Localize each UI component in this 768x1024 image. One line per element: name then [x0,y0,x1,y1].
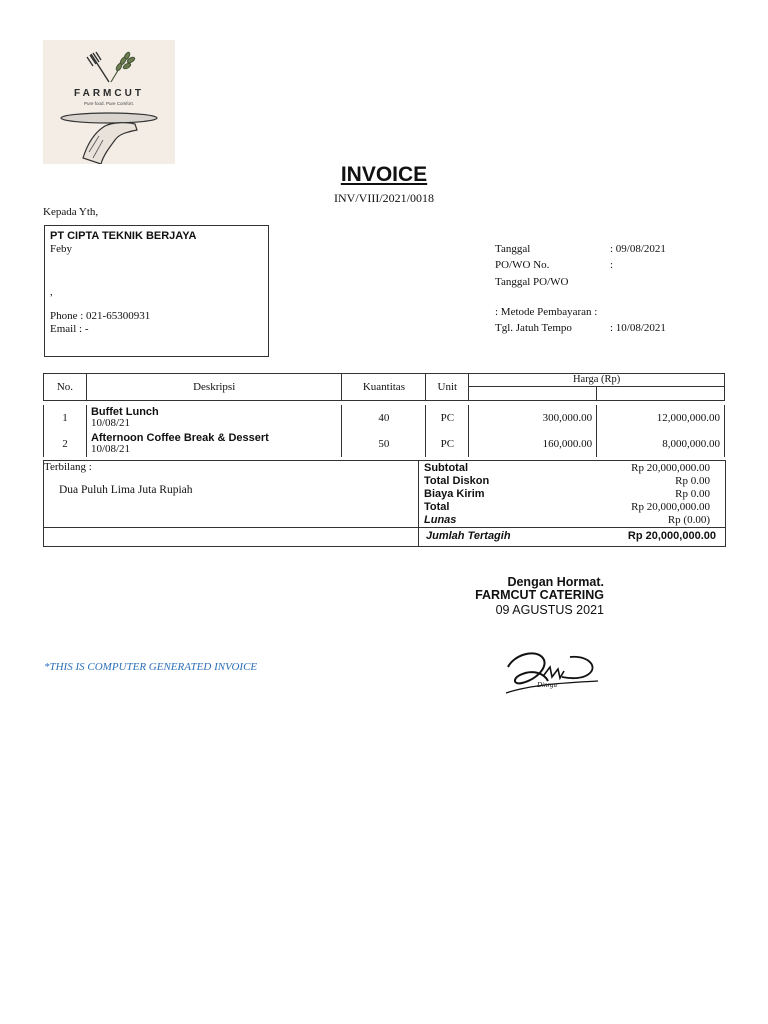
table-row [44,431,725,457]
amount-due-label: Jumlah Tertagih [426,530,511,542]
row-no: 2 [44,431,87,457]
company-logo [43,40,175,164]
signature [500,645,605,700]
col-header-no: No. [44,374,87,401]
shipping-label: Biaya Kirim [424,488,485,500]
table-row [44,405,725,431]
invoice-number: INV/VIII/2021/0018 [334,191,434,205]
col-header-unit: Unit [426,374,469,401]
customer-box [44,225,269,357]
terbilang-text: Dua Puluh Lima Juta Rupiah [59,484,193,496]
closing-greeting: Dengan Hormat. [507,575,604,589]
total-label: Total [424,501,450,513]
signature-text: Dinrgu [537,681,557,689]
total-value: Rp 20,000,000.00 [631,501,710,513]
customer-address: , [50,286,53,298]
row-qty: 40 [342,405,426,431]
summary-divider [418,460,419,546]
row-description [86,431,342,457]
closing-date: 09 AGUSTUS 2021 [495,603,604,617]
row-unit: PC [426,405,469,431]
col-header-qty: Kuantitas [342,374,426,401]
row-no: 1 [44,405,87,431]
items-table [43,373,725,457]
row-total: 8,000,000.00 [597,431,725,457]
meta-label-due-date: Tgl. Jatuh Tempo [495,322,572,334]
summary-box [43,460,726,547]
meta-value-due-date: : 10/08/2021 [610,322,666,334]
customer-email: Email : - [50,323,89,335]
item-date: 10/08/21 [90,442,131,455]
row-unit-price: 160,000.00 [469,431,597,457]
row-total: 12,000,000.00 [597,405,725,431]
shipping-value: Rp 0.00 [675,488,710,500]
summary-line [43,527,725,528]
meta-label-tanggal: Tanggal [495,243,531,255]
discount-label: Total Diskon [424,475,490,487]
invoice-title: INVOICE [340,163,428,186]
meta-value-tanggal: : 09/08/2021 [610,243,666,255]
item-name: Buffet Lunch [90,405,159,418]
item-date: 10/08/21 [90,416,131,429]
paid-label: Lunas [424,514,457,526]
discount-value: Rp 0.00 [675,475,710,487]
customer-phone: Phone : 021-65300931 [50,310,151,322]
meta-value-po-no: : [610,259,614,271]
subtotal-value: Rp 20,000,000.00 [631,462,710,474]
signature-mark [500,645,605,700]
row-unit-price: 300,000.00 [469,405,597,431]
customer-person: Feby [50,243,72,255]
meta-label-po-no: PO/WO No. [495,259,550,271]
row-unit: PC [426,431,469,457]
row-description [86,405,342,431]
item-name: Afternoon Coffee Break & Dessert [90,431,269,444]
amount-due-value: Rp 20,000,000.00 [627,530,716,542]
closing-company: FARMCUT CATERING [475,588,604,602]
computer-generated-note: *THIS IS COMPUTER GENERATED INVOICE [44,661,258,673]
meta-label-payment-method: : Metode Pembayaran : [495,306,598,318]
col-header-price: Harga (Rp) [469,374,725,387]
terbilang-label: Terbilang : [44,461,92,473]
logo-brand-text: FARMCUT [74,88,144,99]
col-header-desc: Deskripsi [86,374,342,401]
paid-value: Rp (0.00) [667,514,710,526]
logo-tagline: Pure food. Pure Comfort. [83,101,135,106]
recipient-heading: Kepada Yth, [43,206,99,218]
subtotal-label: Subtotal [424,462,468,474]
row-qty: 50 [342,431,426,457]
customer-company: PT CIPTA TEKNIK BERJAYA [50,230,197,242]
meta-label-po-date: Tanggal PO/WO [495,276,569,288]
